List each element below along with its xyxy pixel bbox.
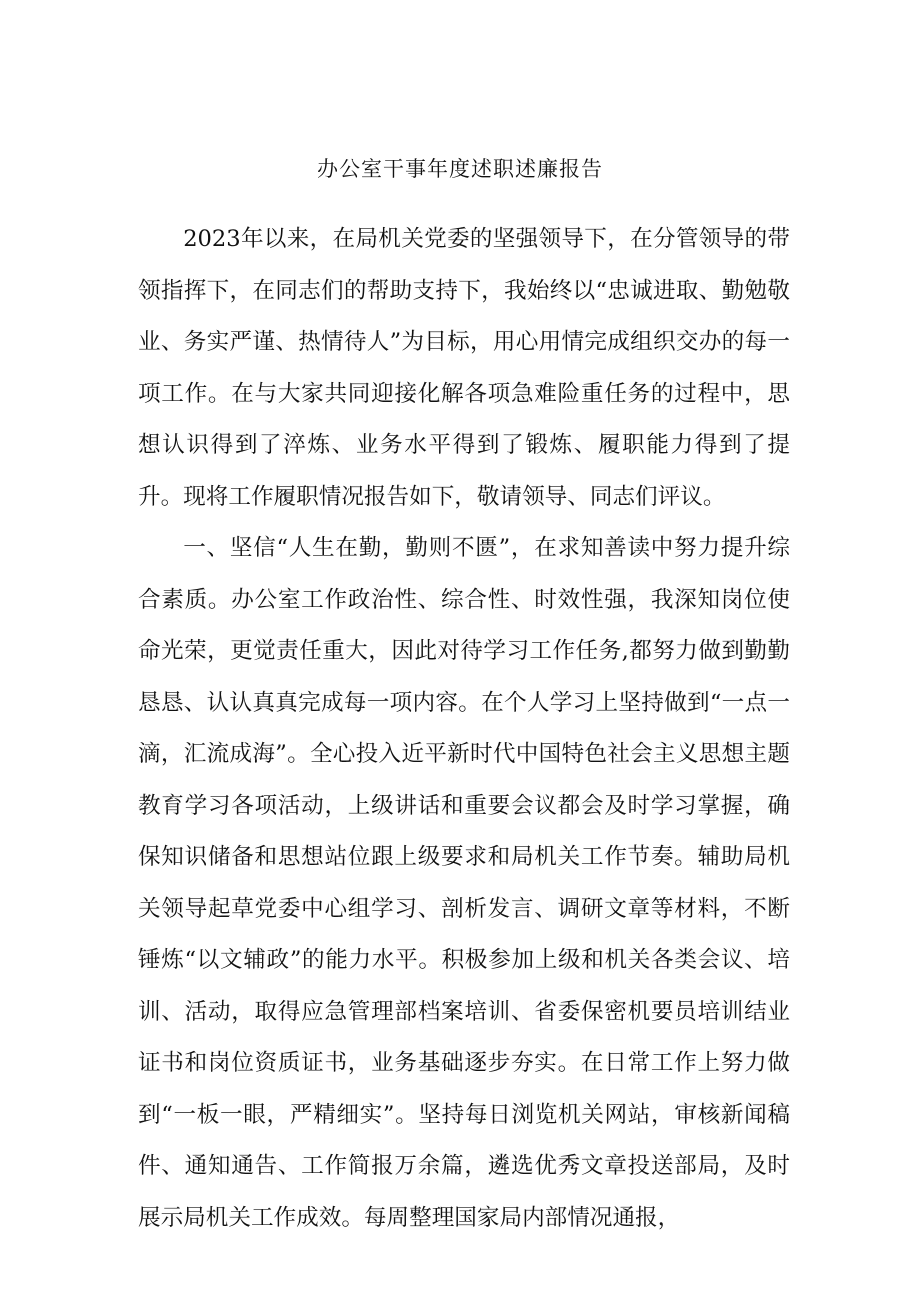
document-title: 办公室干事年度述职述廉报告 <box>317 157 603 181</box>
document-body <box>138 214 790 1244</box>
paragraph-section-one: 一、坚信“人生在勤，勤则不匮”，在求知善读中努力提升综合素质。办公室工作政治性、综合性、时效性强，我深知岗位使命光荣，更觉责任重大，因此对待学习工作任务,都努力做到勤勤恳恳、认认真真完成每一项内容。在个人学习上坚持做到“一点一滴，汇流成海”。全心投入近平新时代中国特色社会主义思想主题教育学习各项活动，上级讲话和重要会议都会及时学习掌握，确保知识储备和思想站位跟上级要求和局机关工作节奏。辅助局机关领导起草党委中心组学习、剖析发言、调研文章等材料，不断锤炼“以文辅政”的能力水平。积极参加上级和机关各类会议、培训、活动，取得应急管理部档案培训、省委保密机要员培训结业证书和岗位资质证书，业务基础逐步夯实。在日常工作上努力做到“一板一眼，严精细实”。坚持每日浏览机关网站，审核新闻稿件、通知通告、工作简报万余篇，遴选优秀文章投送部局，及时展示局机关工作成效。每周整理国家局内部情况通报， <box>138 535 790 1231</box>
paragraph-intro: 2023年以来，在局机关党委的坚强领导下，在分管领导的带领指挥下，在同志们的帮助支持下，我始终以“忠诚进取、勤勉敬业、务实严谨、热情待人”为目标，用心用情完成组织交办的每一项工作。在与大家共同迎接化解各项急难险重任务的过程中，思想认识得到了淬炼、业务水平得到了锻炼、履职能力得到了提升。现将工作履职情况报告如下，敬请领导、同志们评议。 <box>138 226 790 510</box>
